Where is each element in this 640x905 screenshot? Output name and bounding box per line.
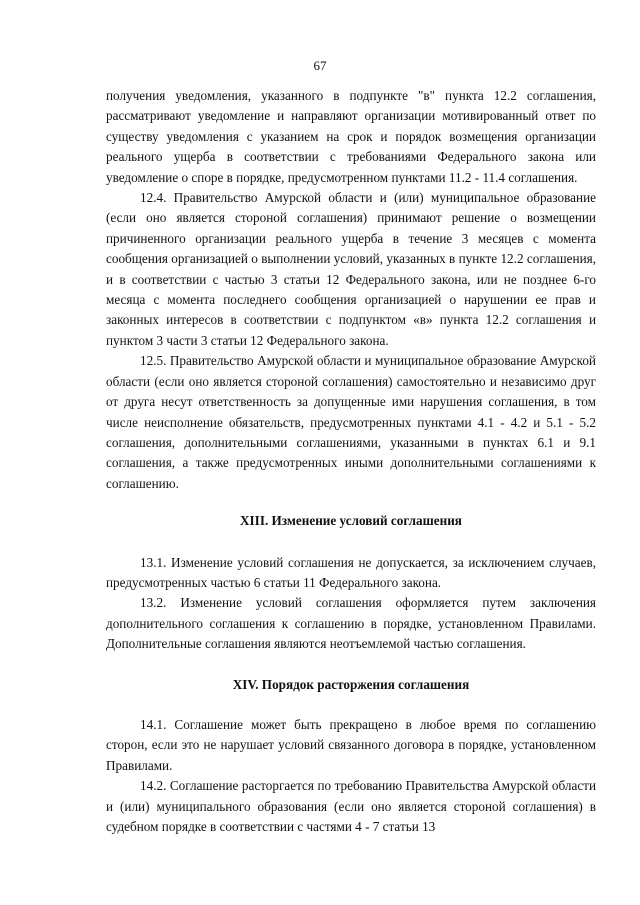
paragraph-13-1: 13.1. Изменение условий соглашения не допускается, за исключением случаев, предусмотренных частью 6 статьи 11 Федерального закона. (106, 554, 596, 590)
paragraph-14-2: 14.2. Соглашение расторгается по требованию Правительства Амурской области и (или) муниципального образования (если оно является стороной соглашения) в судебном порядке в соответствии с частями 4 - 7 статьи 13 (106, 778, 596, 834)
section-heading-xiii: XIII. Изменение условий соглашения (240, 513, 462, 529)
paragraph-14-1: 14.1. Соглашение может быть прекращено в любое время по соглашению сторон, если это не нарушает условий связанного договора в порядке, установленном Правилами. (106, 716, 596, 773)
paragraph-12-4: 12.4. Правительство Амурской области и (или) муниципальное образование (если оно является стороной соглашения) принимают решение о возмещении причиненного организации реального ущерба в течение 3 месяцев с момента сообщения организацией о выполнении условий, указанных в пункте 12.2 соглашения, и в соответствии с частью 3 статьи 12 Федерального закона, или не позднее 6-го месяца с момента последнего сообщения организацией о нарушении ее прав и законных интересов в соответствии с подпунктом «в» пункта 12.2 соглашения и пунктом 3 части 3 статьи 12 Федерального закона. (106, 190, 596, 348)
paragraph-12-5: 12.5. Правительство Амурской области и муниципальное образование Амурской области (если оно является стороной соглашения) самостоятельно и независимо друг от друга несут ответственность за допущенные ими нарушения соглашения, в том числе неисполнение обязательств, предусмотренных пунктами 4.1 - 4.2 и 5.1 - 5.2 соглашения, дополнительными соглашениями, указанными в пунктах 6.1 и 9.1 соглашения, а также предусмотренных иными дополнительными соглашениями к соглашению. (106, 353, 596, 491)
paragraph-13-2: 13.2. Изменение условий соглашения оформляется путем заключения дополнительного соглашения к соглашению в порядке, установленном Правилами. Дополнительные соглашения являются неотъемлемой частью соглашения. (106, 595, 596, 652)
page-number: 67 (313, 58, 327, 73)
paragraph-continuation: получения уведомления, указанного в подпункте "в" пункта 12.2 соглашения, рассматривают уведомление и направляют организации мотивированный ответ по существу уведомления с указанием на срок и порядок возмещения организации реального ущерба в соответствии с требованиями Федерального закона или уведомление о споре в порядке, предусмотренном пунктами 11.2 - 11.4 соглашения. (106, 88, 596, 185)
section-heading-xiv: XIV. Порядок расторжения соглашения (232, 676, 470, 692)
document-body (106, 86, 596, 837)
